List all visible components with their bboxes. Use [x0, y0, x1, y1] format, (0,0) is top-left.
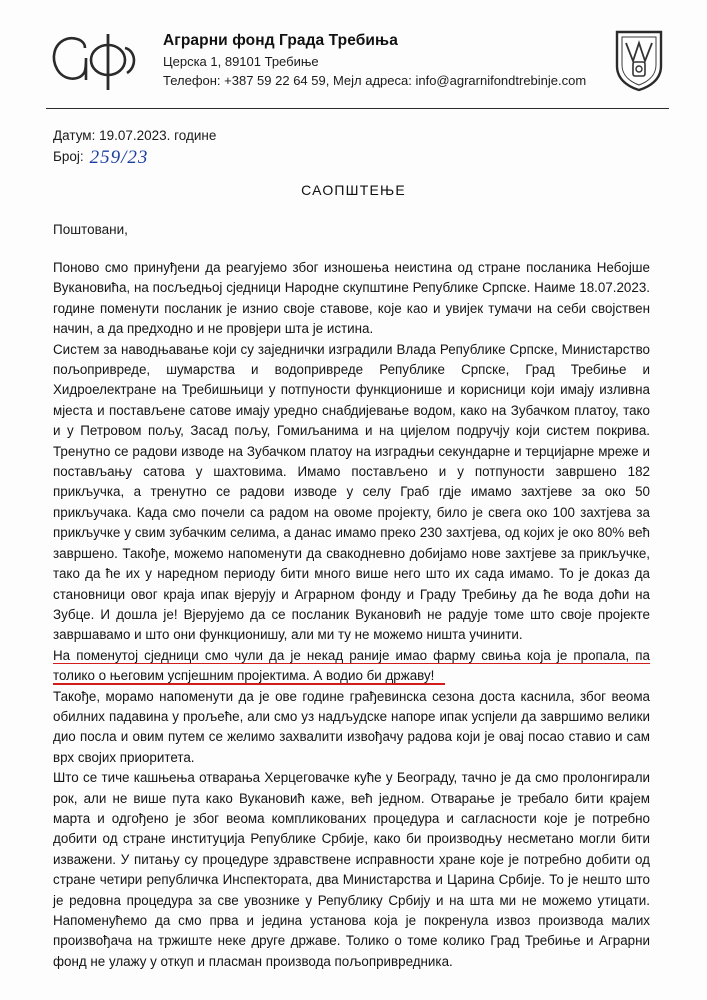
paragraph-3: На поменутој сједници смо чули да је некад раније имао фарму свиња која је пропала, па толико о његовим успјешним пројектима. А водио би државу!: [53, 647, 650, 684]
document-body: [53, 258, 650, 972]
header-divider: [46, 108, 669, 109]
letterhead: [45, 28, 669, 100]
coat-of-arms-icon: [613, 28, 665, 92]
agrarni-fond-logo-icon: [45, 28, 145, 94]
document-number-label: Број:: [53, 149, 84, 164]
paragraph-1: Поново смо принуђени да реагујемо због изношења неистина од стране посланика Небојше Вукановића, на посљедњој сједници Народне скупштине Републике Српске. Наиме 18.07.2023. године поменути посланик је изнио своје ставове, које као и увијек тумачи на себи својствен начин, а да предходно и не провјери шта је истина.: [53, 260, 650, 337]
paragraph-5: Што се тиче кашњења отварања Херцеговачке куће у Београду, тачно је да смо пролонгирали рок, али не више пута како Вукановић каже, већ једном. Отварање је требало бити крајем марта и одгођено је због веома компликованих процедура и сагласности које је потребно добити од стране институција Републике Србије, како би производњу несметано могли бити изважени. У питању су процедуре здравствене исправности хране које је потребно добити од стране четири републичка Инспектората, два Министарства и Царина Србије. То је нешто што је редовна процедура за све увознике у Републику Србију и на шта ми не можемо утицати. Напоменућемо да смо прва и једина установа која је покренула извоз производа малих произвођача на тржиште неке друге државе. Толико о томе колико Град Требиње и Аграрни фонд не улажу у откуп и пласман производа пољопривредника.: [53, 770, 650, 969]
document-date: Датум: 19.07.2023. године: [53, 128, 217, 143]
paragraph-2: Систем за наводњавање који су заједнички изградили Влада Републике Српске, Министарство пољопривреде, шумарства и водопривреде Републике Српске, Град Требиње и Хидроелектране на Требишњици у потпуности функционише и корисници који имају изливна мјеста и постављене сатове имају уредно снабдијевање водом, како на Зубачком платоу, тако и у Петровом пољу, Засад пољу, Гомиљанима и на цијелом подручју који систем покрива. Тренутно се радови изводе на Зубачком платоу на изградњи секундарне и терцијарне мреже и постављању сатова у шахтовима. Имамо постављено и у потпуности завршено 182 прикључка, а тренутно се радови изводе у селу Граб гдје имамо захтјеве за око 50 прикључака. Када смо почели са радом на овоме пројекту, било је свега око 100 захтјева за прикључке у свим зубачким селима, а данас имамо преко 230 захтјева, од којих је око 80% већ завршено. Такође, можемо напоменути да свакодневно добијамо нове захтјеве за прикључке, тако да ће их у наредном периоду бити много више него што их сада имамо. То је доказ да становници овог краја ипак вјерују и Аграрном фонду и Граду Требињу да ће вода доћи на Зубце. И дошла је! Вјерујемо да се посланик Вукановић не радује томе што своје пројекте завршавамо и што они функционишу, али ми ту не можемо ништа учинити.: [53, 341, 650, 643]
document-number-row: [53, 146, 216, 167]
organization-block: [163, 32, 586, 88]
document-title: САОПШТЕЊЕ: [301, 182, 406, 198]
organization-address: Церска 1, 89101 Требиње: [163, 54, 319, 69]
organization-name: Аграрни фонд Града Требиња: [163, 32, 398, 49]
document-number-value: 259/23: [89, 147, 149, 168]
red-underline-mark-2: [53, 683, 445, 685]
paragraph-4: Такође, морамо напоменути да је ове године грађевинска сезона доста каснила, због веома обилних падавина у прољеће, али смо уз надљудске напоре ипак успјели да завршимо велики дио посла и овим путем се желимо захвалити извођачу радова који је овај посао ставио и сам врх својих приоритета.: [53, 688, 650, 765]
organization-contact: Телефон: +387 59 22 64 59, Мејл адреса: info@agrarnifondtrebinje.com: [163, 73, 587, 88]
red-underline-mark-1: [53, 663, 650, 665]
paragraph-3-marked: [53, 646, 650, 687]
salutation: Поштовани,: [53, 222, 128, 237]
document-meta: [53, 126, 216, 167]
